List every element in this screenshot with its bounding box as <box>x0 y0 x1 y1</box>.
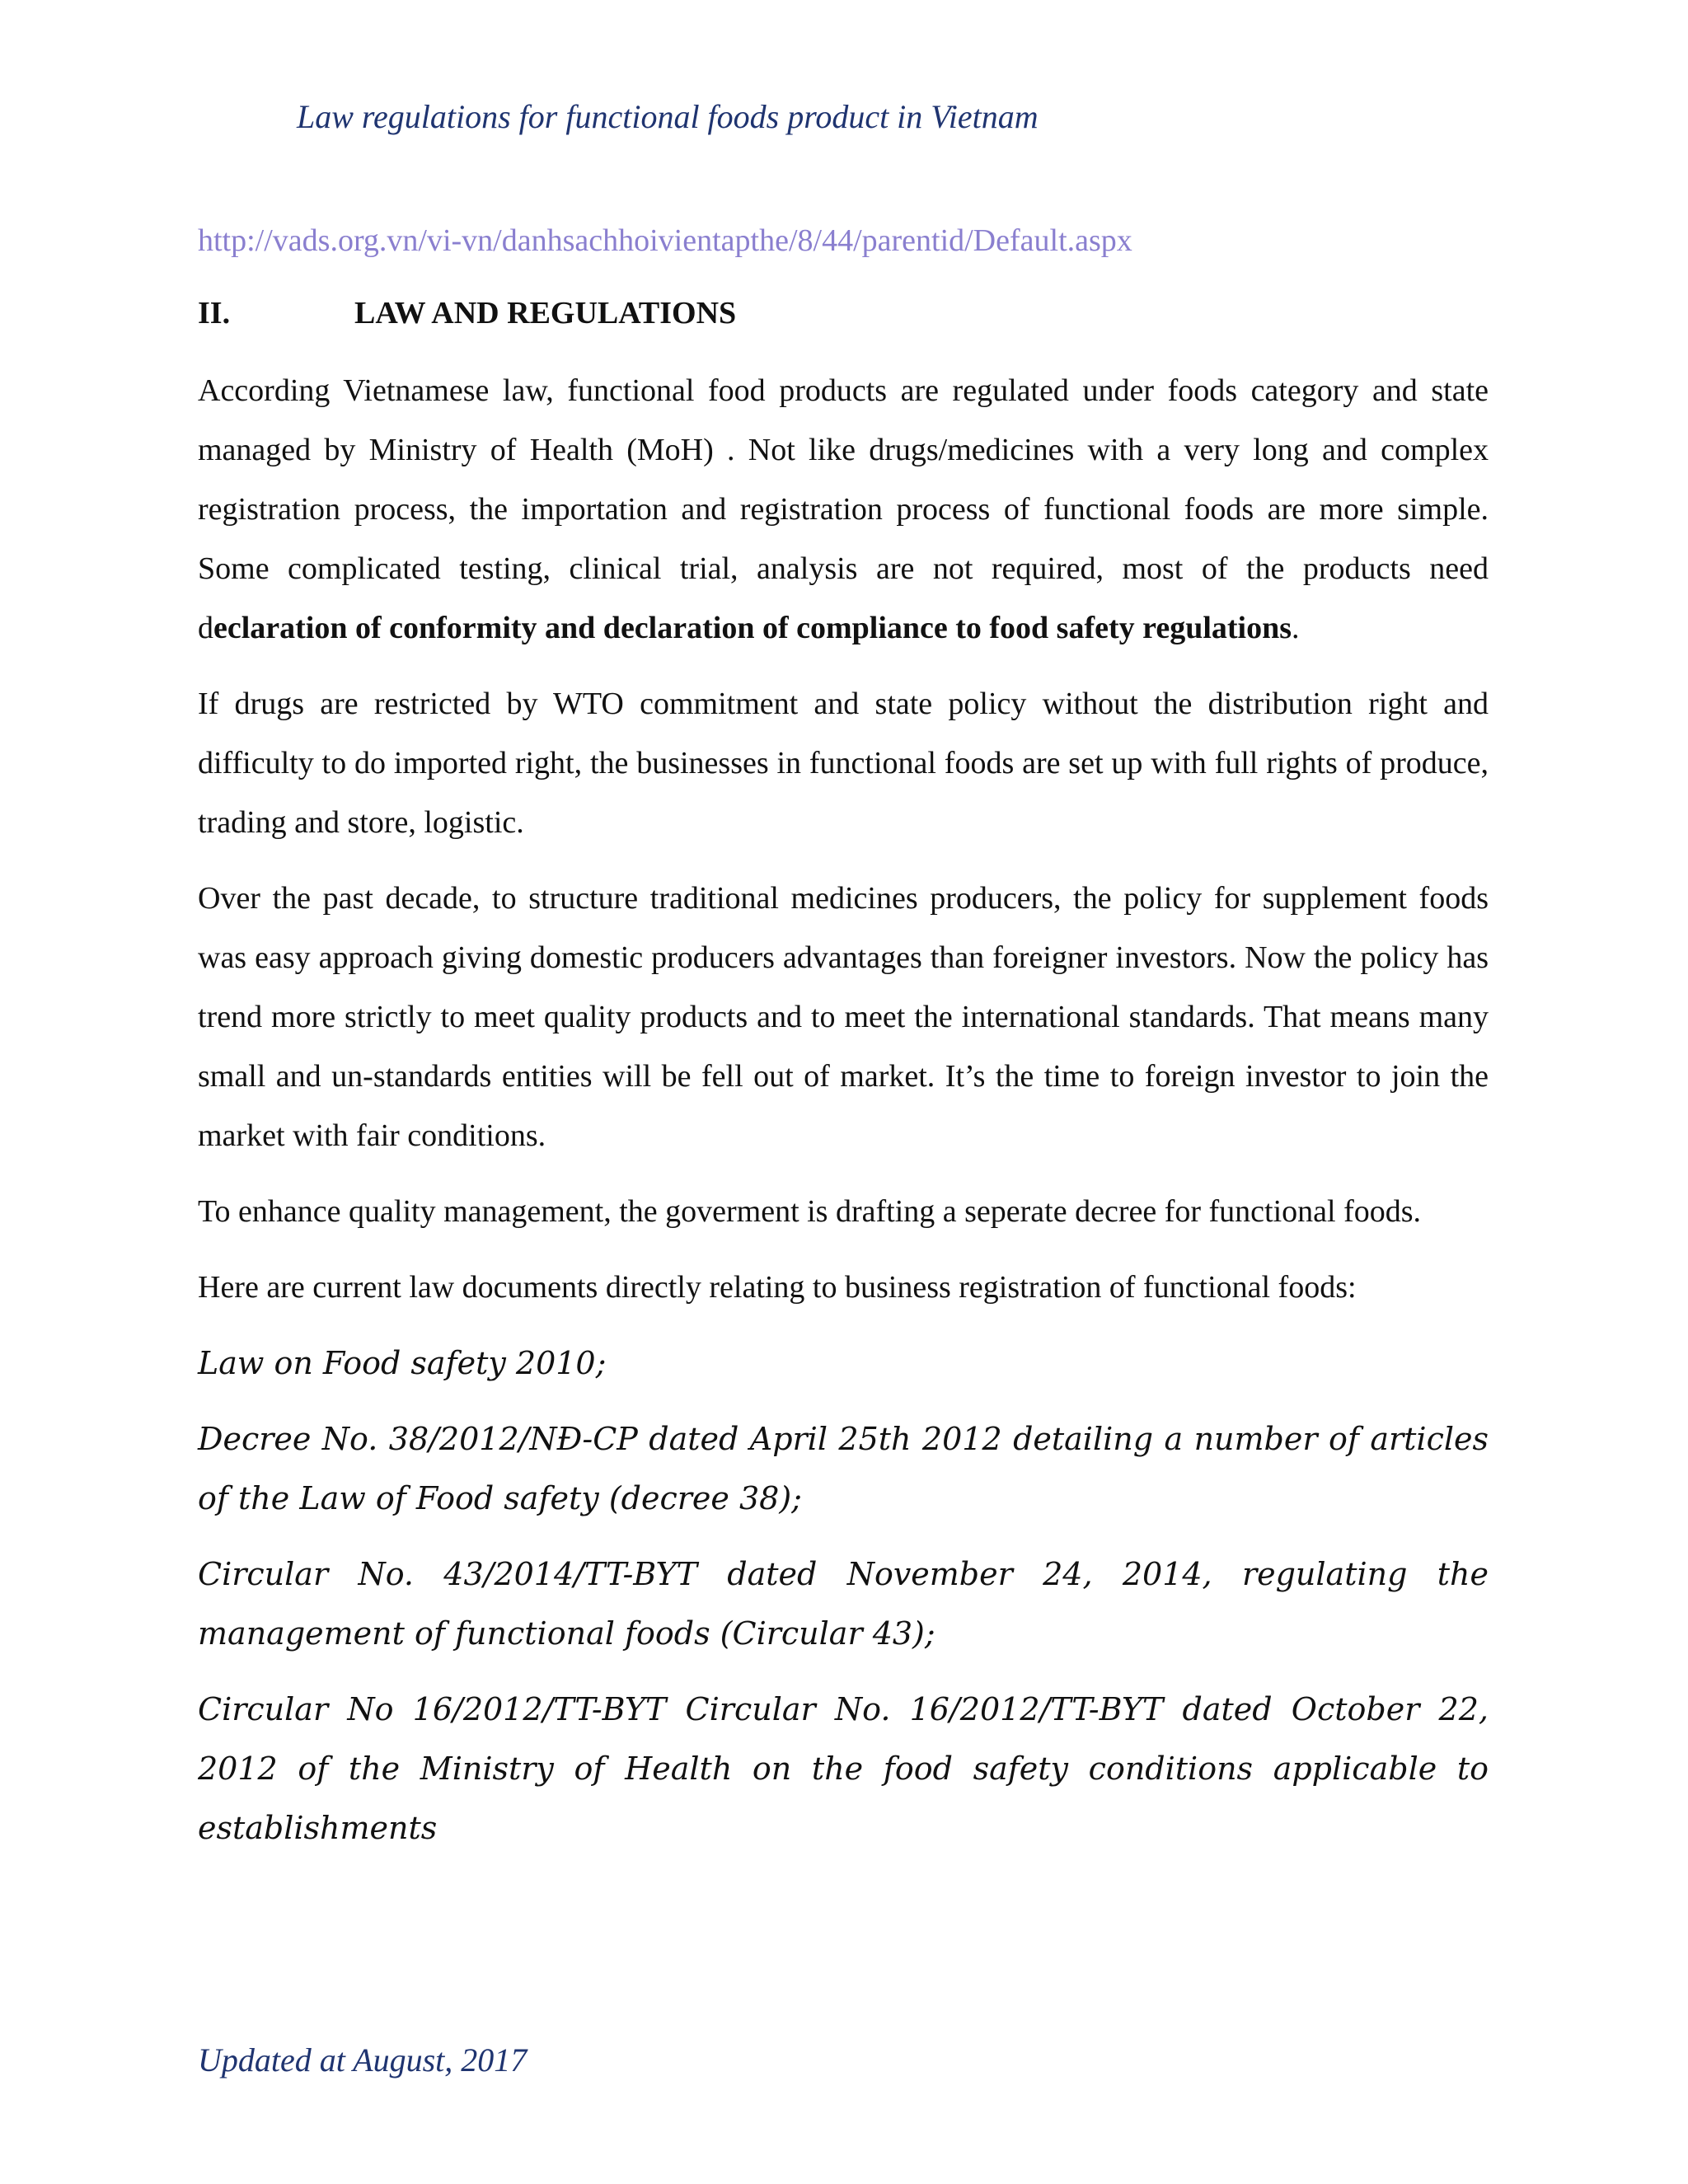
paragraph-text-end: . <box>1292 611 1300 645</box>
law-document-item: Law on Food safety 2010; <box>198 1345 607 1381</box>
paragraph-regulation-overview <box>198 361 1489 658</box>
paragraph-law-documents-intro: Here are current law documents directly relating to business registration of functional foods: <box>198 1270 1357 1305</box>
page-header-title: Law regulations for functional foods product in Vietnam <box>297 98 1039 135</box>
law-document-item: Circular No. 43/2014/TT-BYT dated November 24, 2014, regulating the management of functional foods (Circular 43); <box>198 1556 1489 1652</box>
source-url-link[interactable]: http://vads.org.vn/vi-vn/danhsachhoivientapthe/8/44/parentid/Default.aspx <box>198 223 1132 258</box>
document-body <box>198 216 1489 1874</box>
law-document-item: Circular No 16/2012/TT-BYT Circular No. 16/2012/TT-BYT dated October 22, 2012 of the Ministry of Health on the food safety conditions applicable to establishments <box>198 1691 1489 1846</box>
paragraph-text: According Vietnamese law, functional food products are regulated under foods category and state managed by Ministry of Health (MoH) . Not like drugs/medicines with a very long and complex registration process, the importation and registration process of functional foods are more simple. Some complicated testing, clinical trial, analysis are not required, most of the products need d <box>198 373 1489 645</box>
paragraph-bold-text: eclaration of conformity and declaration of compliance to food safety regulations <box>213 611 1292 645</box>
section-number: II. <box>198 296 231 330</box>
page-footer-updated: Updated at August, 2017 <box>198 2041 528 2079</box>
law-document-item: Decree No. 38/2012/NĐ-CP dated April 25th 2012 detailing a number of articles of the Law of Food safety (decree 38); <box>198 1421 1489 1516</box>
paragraph-decree-drafting: To enhance quality management, the goverment is drafting a seperate decree for functional foods. <box>198 1194 1422 1229</box>
section-title: LAW AND REGULATIONS <box>354 296 737 330</box>
section-heading <box>198 288 1489 338</box>
paragraph-business-rights: If drugs are restricted by WTO commitment and state policy without the distribution right and difficulty to do imported right, the businesses in functional foods are set up with full rights of produce, trading and store, logistic. <box>198 687 1489 840</box>
paragraph-policy-trend: Over the past decade, to structure traditional medicines producers, the policy for supplement foods was easy approach giving domestic producers advantages than foreigner investors. Now the policy has trend more strictly to meet quality products and to meet the international standards. That means many small and un-standards entities will be fell out of market. It’s the time to foreign investor to join the market with fair conditions. <box>198 881 1489 1153</box>
